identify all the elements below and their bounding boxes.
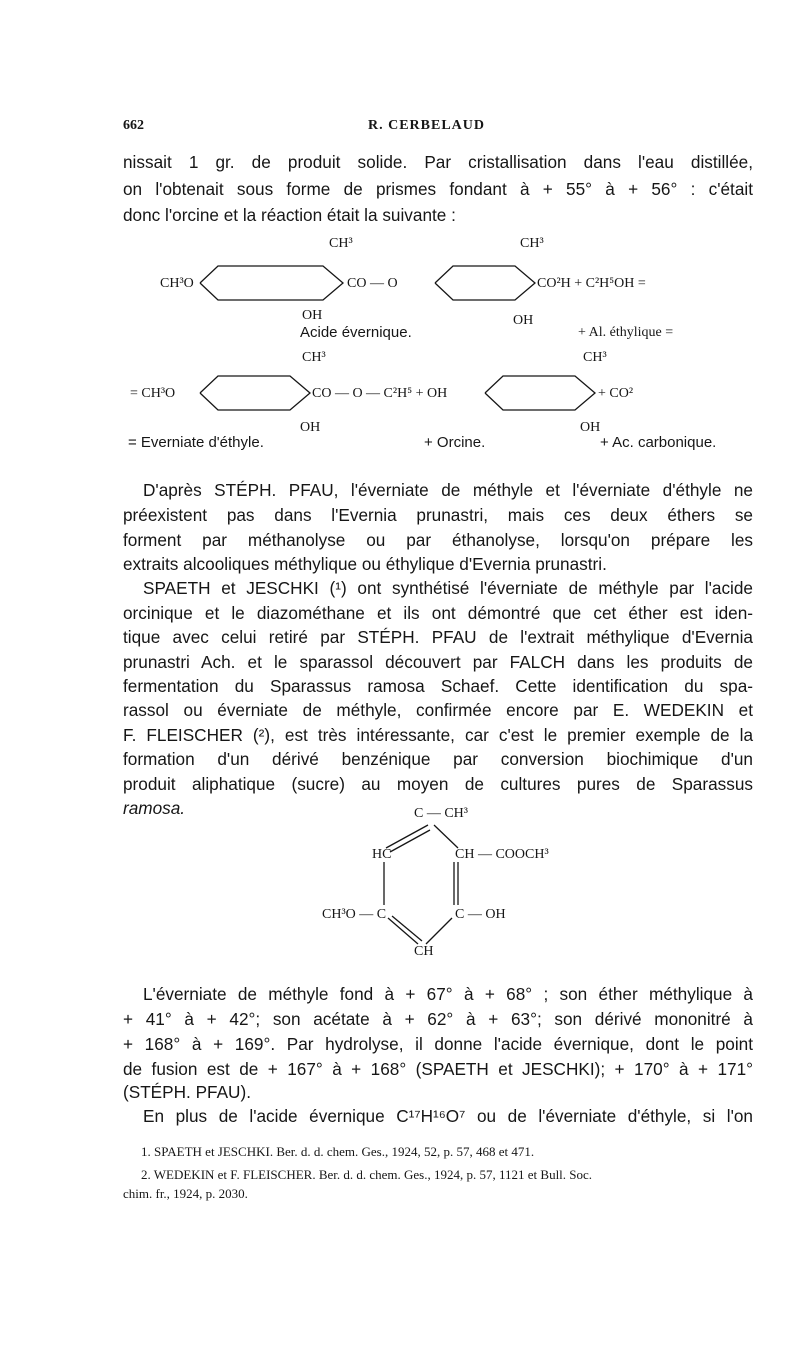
text-line: SPAETH et JESCHKI (¹) ont synthétisé l'éverniate de méthyle par l'acide xyxy=(143,578,753,598)
text-line: formation d'un dérivé benzénique par conversion biochimique d'un xyxy=(123,749,753,769)
reaction-oh: OH xyxy=(580,420,601,435)
text-line: prunastri Ach. et le sparassol découvert par FALCH dans les produits de xyxy=(123,652,753,672)
text-line: donc l'orcine et la réaction était la suivante : xyxy=(123,205,456,225)
reaction-group: + CO² xyxy=(598,386,634,401)
text-line: forment par méthanolyse ou par éthanolyse, lorsqu'on prépare les xyxy=(123,530,753,550)
text-line: fermentation du Sparassus ramosa Schaef. Cette identification du spa- xyxy=(123,676,753,696)
footnote: 1. SPAETH et JESCHKI. Ber. d. d. chem. Ges., 1924, 52, p. 57, 468 et 471. xyxy=(141,1144,535,1159)
text-line: orcinique et le diazométhane et ils ont démontré que cet éther est iden- xyxy=(123,603,753,623)
text-line: F. FLEISCHER (²), est très intéressante, car c'est le premier exemple de la xyxy=(123,725,753,745)
text-line: nissait 1 gr. de produit solide. Par cristallisation dans l'eau distillée, xyxy=(123,152,753,172)
text-line: extraits alcooliques méthylique ou éthylique d'Evernia prunastri. xyxy=(123,554,607,574)
reaction-oh: OH xyxy=(513,313,534,328)
reaction-group: CH³O xyxy=(160,276,194,291)
text-line: préexistent pas dans l'Evernia prunastri, mais ces deux éthers se xyxy=(123,505,753,525)
reaction-ch3: CH³ xyxy=(520,236,544,251)
struct-label: HC xyxy=(372,847,392,862)
reaction-group: CO²H + C²H⁵OH = xyxy=(537,276,646,291)
struct-label: CH xyxy=(414,944,434,959)
compound-name: + Ac. carbonique. xyxy=(600,434,717,451)
text-line: + 41° à + 42°; son acétate à + 62° à + 63°; son dérivé mononitré à xyxy=(123,1009,753,1029)
reaction-ch3: CH³ xyxy=(329,236,353,251)
text-line: ramosa. xyxy=(123,798,186,818)
compound-name: + Orcine. xyxy=(424,434,486,451)
compound-name: + Al. éthylique = xyxy=(578,325,674,340)
reaction-oh: OH xyxy=(300,420,321,435)
compound-name: = Everniate d'éthyle. xyxy=(128,434,264,451)
reaction-group: CO — O — C²H⁵ + OH xyxy=(312,386,448,401)
text-line: on l'obtenait sous forme de prismes fondant à + 55° à + 56° : c'était xyxy=(123,179,753,199)
reaction-oh: OH xyxy=(302,308,323,323)
page-number: 662 xyxy=(123,118,144,133)
text-line: rassol ou éverniate de méthyle, confirmée encore par E. WEDEKIN et xyxy=(123,700,753,720)
text-line: D'après STÉPH. PFAU, l'éverniate de méthyle et l'éverniate d'éthyle ne xyxy=(143,480,753,500)
text-line: (STÉPH. PFAU). xyxy=(123,1082,251,1102)
reaction-group: = CH³O xyxy=(130,386,176,401)
running-title: R. CERBELAUD xyxy=(368,118,486,133)
text-line: + 168° à + 169°. Par hydrolyse, il donne l'acide évernique, dont le point xyxy=(123,1034,753,1054)
text-line: tique avec celui retiré par STÉPH. PFAU de l'extrait méthylique d'Evernia xyxy=(123,627,753,647)
footnote: 2. WEDEKIN et F. FLEISCHER. Ber. d. d. chem. Ges., 1924, p. 57, 1121 et Bull. Soc. xyxy=(141,1167,593,1182)
text-line: En plus de l'acide évernique C¹⁷H¹⁶O⁷ ou de l'éverniate d'éthyle, si l'on xyxy=(143,1106,753,1126)
reaction-group: CO — O xyxy=(347,276,398,291)
reaction-ch3: CH³ xyxy=(302,350,326,365)
struct-label: C — OH xyxy=(455,907,506,922)
reaction-ch3: CH³ xyxy=(583,350,607,365)
struct-label: CH³O — C xyxy=(322,907,387,922)
text-line: produit aliphatique (sucre) au moyen de cultures pures de Sparassus xyxy=(123,774,753,794)
struct-label: CH — COOCH³ xyxy=(455,847,549,862)
compound-name: Acide évernique. xyxy=(300,324,412,341)
footnote: chim. fr., 1924, p. 2030. xyxy=(123,1186,248,1201)
text-line: L'éverniate de méthyle fond à + 67° à + 68° ; son éther méthylique à xyxy=(143,984,753,1004)
struct-label: C — CH³ xyxy=(414,806,468,821)
text-line: de fusion est de + 167° à + 168° (SPAETH et JESCHKI); + 170° à + 171° xyxy=(123,1059,753,1079)
